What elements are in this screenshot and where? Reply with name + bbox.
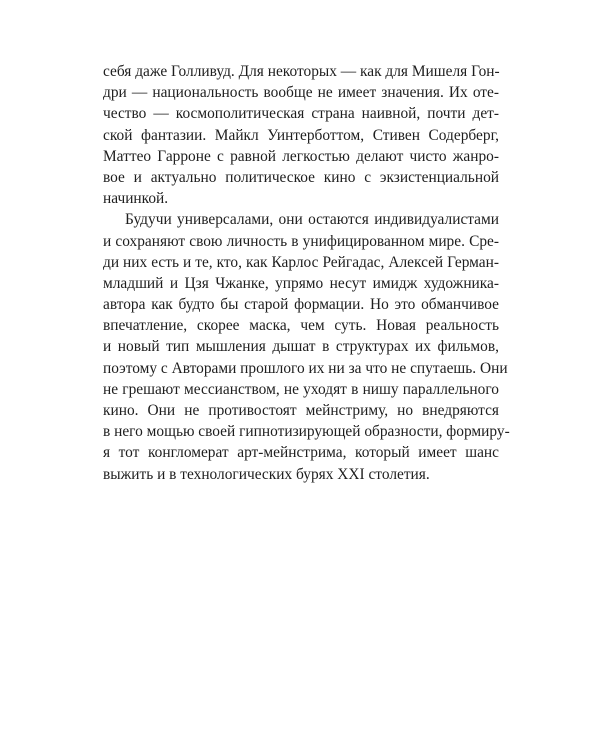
paragraph-1 (103, 61, 499, 209)
text-line: впечатление, скорее маска, чем суть. Новая реальность (103, 317, 499, 335)
text-line: не грешают мессианством, не уходят в нишу параллельного (103, 380, 499, 398)
text-line: дри — национальность вообще не имеет значения. Их оте- (103, 84, 499, 102)
text-line: Будучи универсалами, они остаются индивидуалистами (125, 211, 499, 229)
text-line: Маттео Гарроне с равной легкостью делают чисто жанро- (103, 147, 499, 165)
text-line: чество — космополитическая страна наивной, почти дет- (103, 105, 499, 123)
text-line: автора как будто бы старой формации. Но это обманчивое (103, 296, 499, 314)
text-line: и новый тип мышления дышат в структурах их фильмов, (103, 338, 499, 356)
text-line: в него мощью своей гипнотизирующей образности, формиру- (103, 423, 510, 441)
text-line: выжить и в технологических бурях XXI столетия. (103, 465, 430, 483)
text-line: начинкой. (103, 190, 169, 208)
text-line: поэтому с Авторами прошлого их ни за что не спутаешь. Они (103, 359, 508, 377)
paragraph-2 (103, 209, 510, 484)
text-line: я тот конгломерат арт-мейнстрима, который имеет шанс (103, 444, 499, 462)
text-line: вое и актуально политическое кино с экзистенциальной (103, 168, 499, 186)
body-text (103, 61, 510, 485)
text-line: кино. Они не противостоят мейнстриму, но внедряются (103, 402, 499, 419)
text-line: ди них есть и те, кто, как Карлос Рейгадас, Алексей Герман- (103, 253, 499, 271)
text-line: ской фантазии. Майкл Уинтерботтом, Стивен Содерберг, (103, 126, 499, 144)
text-line: себя даже Голливуд. Для некоторых — как для Мишеля Гон- (103, 63, 500, 80)
text-line: и сохраняют свою личность в унифицированном мире. Сре- (103, 232, 499, 250)
text-line: младший и Цзя Чжанке, упрямо несут имидж художника- (103, 274, 499, 292)
